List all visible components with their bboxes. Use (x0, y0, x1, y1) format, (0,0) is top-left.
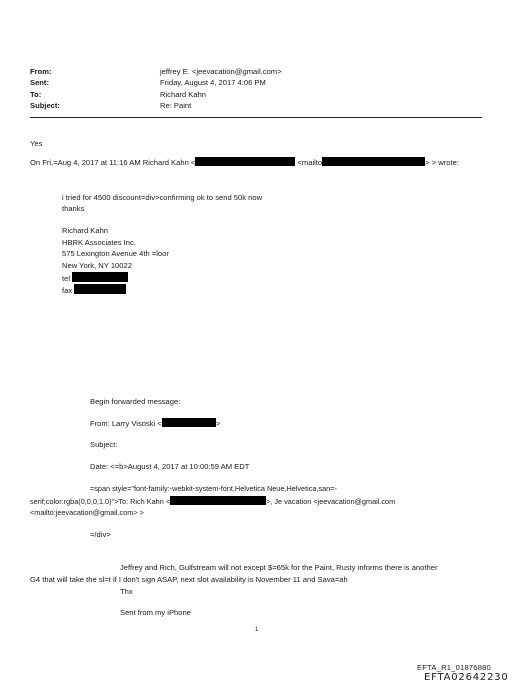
signature-company: HBRK Associates Inc. (62, 238, 136, 247)
sent-label: Sent: (30, 78, 49, 87)
redaction-box (322, 157, 425, 166)
header-divider (30, 117, 482, 118)
to-label: To: (30, 90, 42, 99)
forwarded-from-end: > (215, 419, 221, 428)
signature-fax-label: fax (62, 286, 73, 295)
redaction-box (170, 496, 266, 505)
signature-fax (62, 284, 126, 296)
subject-label: Subject: (30, 101, 60, 110)
reply-text: Yes (30, 139, 43, 148)
signature-tel (62, 272, 128, 284)
from-label: From: (30, 67, 52, 76)
sent-value: Friday, August 4, 2017 4:06 PM (160, 78, 266, 87)
larry-message-line-2: G4 that will take the sl=t if I don't sign ASAP, next slot availability is November 11 and Sava=ah (30, 575, 348, 584)
redaction-box (195, 157, 295, 166)
forwarded-from-text: From: Larry Visoski < (90, 419, 162, 428)
quote-intro (30, 157, 459, 168)
to-value: Richard Kahn (160, 90, 207, 99)
span-style-line-3: <mailto:jeevacation@gmail.com> > (30, 508, 144, 517)
redaction-box (162, 418, 216, 427)
span-style-line-1: =span style="font-family:-webkit-system-font,Helvetica Neue,Helvetica,san=- (90, 484, 337, 493)
span-style-je: >, Je vacation <jeevacation@gmail.com (266, 497, 396, 506)
end-div: =/div> (90, 530, 111, 539)
signature-address: 575 Lexington Avenue 4th =loor (62, 249, 169, 258)
quote-intro-end: > > wrote: (425, 158, 459, 167)
page-number: 1 (255, 627, 259, 633)
bates-number-2: EFTA02642230 (424, 672, 509, 683)
span-style-to: serif;color:rgba(0,0,0,1.0)">To: Rich Kahn < (30, 497, 171, 506)
signature-city: New York, NY 10022 (62, 261, 132, 270)
quote-intro-mailto: <mailto (297, 158, 323, 167)
redaction-box (74, 284, 126, 294)
redaction-box (72, 272, 128, 282)
quote-intro-start: On Fri,=Aug 4, 2017 at 11:16 AM Richard Kahn < (30, 158, 196, 167)
larry-sent-from: Sent from my iPhone (120, 608, 191, 617)
from-value: jeffrey E. <jeevacation@gmail.com> (160, 67, 282, 76)
kahn-message: i tried for 4500 discount=div>confirming ok to send 50k now (62, 193, 263, 202)
signature-name: Richard Kahn (62, 226, 109, 235)
bates-number-1: EFTA_R1_01876880 (417, 663, 491, 672)
larry-message-line-1: Jeffrey and Rich, Gulfstream will not except $=65k for the Paint, Rusty informs there is another (120, 563, 438, 572)
signature-tel-label: tel (62, 274, 71, 283)
larry-thx: Thx (120, 587, 133, 596)
span-style-line-2 (30, 496, 395, 507)
forwarded-from (90, 418, 220, 429)
forwarded-date: Date: <=b>August 4, 2017 at 10:00:59 AM EDT (90, 462, 250, 471)
forwarded-subject: Subject: (90, 440, 118, 449)
forwarded-header: Begin forwarded message: (90, 397, 181, 406)
subject-value: Re: Paint (160, 101, 192, 110)
kahn-thanks: thanks (62, 204, 85, 213)
